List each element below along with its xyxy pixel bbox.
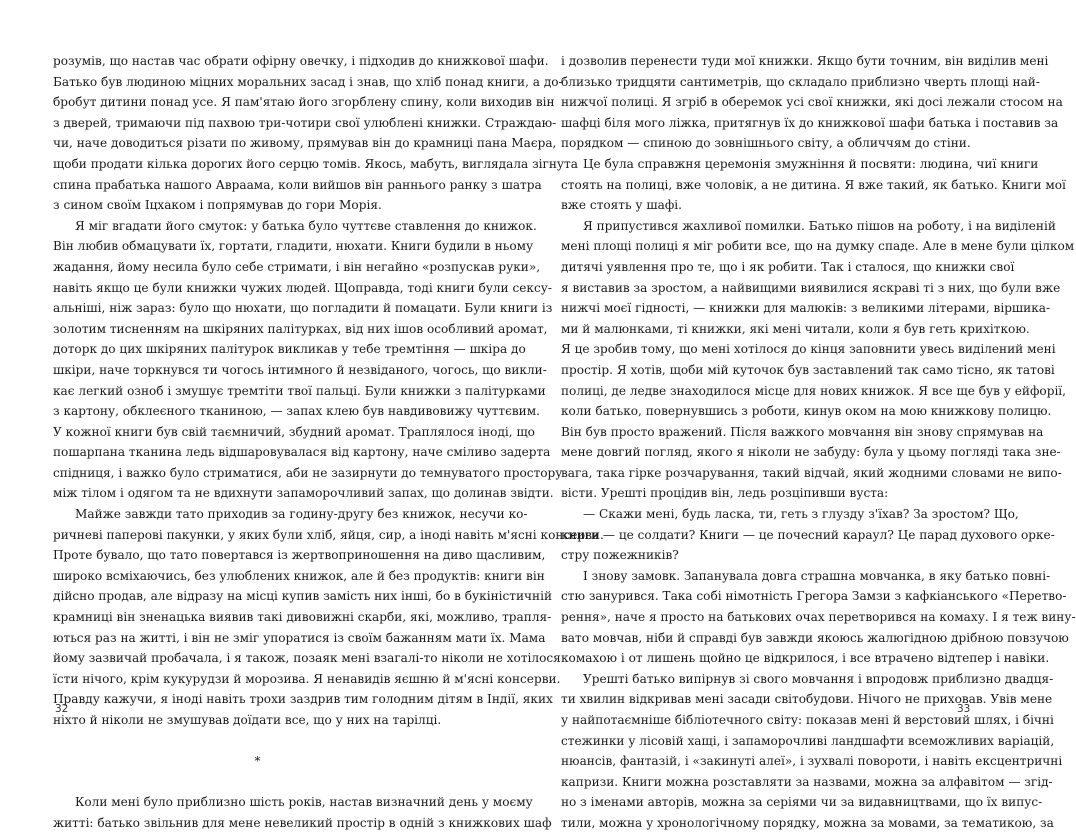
text-line: я виставив за зростом, а найвищими виявилися яскраві ті з них, що були вже — [561, 280, 1061, 295]
text-line: спина прабатька нашого Авраама, коли вийшов він раннього ранку з шатра — [53, 177, 542, 192]
text-line: рення», наче я просто на батькових очах перетворився на комаху. І я теж вину- — [561, 610, 1076, 625]
text-line: книги — це солдати? Книги — це почесний караул? Це парад духового орке- — [561, 527, 1055, 542]
page-number-left: 32 — [55, 703, 69, 715]
text-line: пошарпана тканина ледь відшаровувалася від картону, наче сміливо задерта — [53, 445, 551, 460]
right-page — [561, 51, 1076, 834]
text-line: вато мовчав, ніби й справді був завжди якоюсь жалюгідною дрібною повзучою — [561, 630, 1069, 645]
text-line: Коли мені було приблизно шість років, настав визначний день у моєму — [75, 795, 533, 810]
text-line: полиці, де ледве знаходилося місце для нових книжок. Я все ще був у ейфорії, — [561, 383, 1067, 398]
text-line: мені площі полиці я міг робити все, що на думку спаде. Але в мене були цілком — [561, 239, 1075, 254]
text-line: з сином своїм Іцхаком і попрямував до гори Морія. — [53, 198, 382, 213]
text-line: їсти нічого, крім кукурудзи й морозива. Я ненавидів яєшню й м'ясні консерви. — [53, 671, 561, 686]
text-line: вага, така гірке розчарування, такий відчай, який жодними словами не випо- — [561, 465, 1062, 480]
text-line: альніші, ніж зараз: було що нюхати, що погладити й помацати. Були книги із — [53, 301, 553, 316]
text-line: між тілом і одягом та не вдихнути запаморочливий запах, що долинав звідти. — [53, 486, 554, 501]
text-line: Я припустився жахливої помилки. Батько пішов на роботу, і на виділеній — [583, 218, 1056, 233]
text-line: стю занурився. Така собі німотність Грегора Замзи з кафкіанського «Перетво- — [561, 589, 1067, 604]
text-line: і дозволив перенести туди мої книжки. Якщо бути точним, він виділив мені — [561, 54, 1049, 68]
text-line: доторк до цих шкіряних палітурок викликав у тебе тремтіння — шкіра до — [53, 342, 526, 357]
text-line: Я міг вгадати його смуток: у батька було чуттєве ставлення до книжок. — [75, 218, 537, 233]
text-line: нижчої полиці. Я згріб в оберемок усі свої книжки, які досі лежали стосом на — [561, 95, 1063, 110]
text-line: стежинки у лісовій хащі, і запаморочливі ландшафти всеможливих варіацій, — [561, 733, 1055, 748]
text-line: розумів, що настав час обрати офірну овечку, і підходив до книжкової шафи. — [53, 54, 549, 68]
text-line: порядком — спиною до зовнішнього світу, а обличчям до стіни. — [561, 136, 971, 151]
text-line: нюансів, фантазій, і «закинуті алеї», і зухвалі повороти, і навіть ексцентричні — [561, 754, 1063, 769]
text-line: шкіри, наче торкнувся ти чогось інтимного й незвіданого, чогось, що викли- — [53, 362, 547, 377]
text-line: комахою і от лишень щойно це відкрилося, і все втрачено відтепер і навіки. — [561, 651, 1050, 666]
text-line: но з іменами авторів, можна за серіями чи за видавництвами, що їх випус- — [561, 795, 1043, 810]
text-line: у найпотаємніше бібліотечного світу: показав мені й верстовий шлях, і бічні — [561, 713, 1054, 727]
text-line: Він любив обмацувати їх, гортати, гладити, нюхати. Книги будили в ньому — [53, 239, 534, 254]
text-line: Він був просто вражений. Після важкого мовчання він знову спрямував на — [561, 424, 1044, 439]
text-line: житті: батько звільнив для мене невеликий простір в одній з книжкових шаф — [53, 815, 552, 830]
text-line: мене довгий погляд, якого я ніколи не забуду: була у цьому погляді така зне- — [561, 445, 1061, 460]
text-line: чи, наче доводиться різати по живому, прямував він до крамниці пана Маєра, — [53, 136, 557, 151]
text-line: шафці біля мого ліжка, притягнув їх до книжкової шафи батька і поставив за — [561, 115, 1059, 130]
left-page — [53, 51, 604, 834]
text-line: вже стоять у шафі. — [561, 198, 683, 213]
page-number-right: 33 — [957, 703, 971, 715]
text-line: Проте бувало, що тато повертався із жертвоприношення на диво щасливим, — [53, 548, 546, 563]
text-line: кає легкий озноб і змушує тремтіти твої пальці. Були книжки з палітурками — [53, 383, 546, 398]
text-line: крамниці він зненацька виявив такі дивовижні скарби, які, можливо, трапля- — [53, 610, 552, 625]
text-line: Урешті батько випірнув зі свого мовчання і впродовж приблизно двадця- — [583, 671, 1054, 686]
text-line: бробут дитини понад усе. Я пам'ятаю його згорблену спину, коли виходив він — [53, 95, 555, 110]
text-line: тили, можна у хронологічному порядку, можна за мовами, за тематикою, за — [561, 815, 1054, 830]
text-line — [53, 772, 462, 793]
text-line: — Скажи мені, будь ласка, ти, геть з глузду з'їхав? За зростом? Що, — [583, 507, 1019, 522]
text-line: йому зазвичай пробачала, і я також, позаяк мені взагалі-то ніколи не хотілося — [53, 651, 561, 666]
text-line — [53, 731, 462, 752]
text-line: Правду кажучи, я іноді навіть трохи заздрив тим голодним дітям в Індії, яких — [53, 692, 553, 707]
text-line: коли батько, повернувшись з роботи, кинув оком на мою книжкову полицю. — [561, 404, 1052, 419]
text-line: І знову замовк. Запанувала довга страшна мовчанка, в яку батько повні- — [583, 568, 1051, 583]
text-line: жадання, йому несила було себе стримати, і він негайно «розпускав руки», — [53, 259, 541, 274]
text-line: з дверей, тримаючи під пахвою три-чотири свої улюблені книжки. Страждаю- — [53, 115, 557, 130]
text-line: Батько був людиною міцних моральних засад і знав, що хліб понад книги, а до- — [53, 74, 563, 89]
text-line: близько тридцяти сантиметрів, що складало приблизно чверть площі най- — [561, 74, 1040, 89]
text-line: дитячі уявлення про те, що і як робити. Так і сталося, що книжки свої — [561, 259, 1015, 274]
text-line: стру пожежників? — [561, 548, 679, 563]
text-line: золотим тисненням на шкіряних палітурках, від них ішов особливий аромат, — [53, 321, 548, 336]
text-line: ми й малюнками, ті книжки, які мені читали, коли я був геть крихіткою. — [561, 321, 1030, 336]
text-line: капризи. Книги можна розставляти за назвами, можна за алфавітом — згід- — [561, 774, 1053, 789]
text-line: ються раз на житті, і він не зміг упоратися із своїм бажанням мати їх. Мама — [53, 630, 546, 645]
text-line: ричневі паперові пакунки, у яких були хліб, яйця, сир, а іноді навіть м'ясні консерви. — [53, 527, 604, 542]
text-line: широко всміхаючись, без улюблених книжок, але й без продуктів: книги він — [53, 568, 545, 583]
text-line: стоять на полиці, вже чоловік, а не дитина. Я вже такий, як батько. Книги мої — [561, 177, 1066, 192]
text-line: простір. Я хотів, щоби мій куточок був заставлений так само тісно, як татові — [561, 362, 1055, 377]
text-line: з картону, обклеєного тканиною, — запах клею був навдивовижу чуттєвим. — [53, 404, 540, 419]
text-line: нижчі моєї гідності, — книжки для малюків: з великими літерами, віршика- — [561, 301, 1051, 316]
text-line: ніхто й ніколи не змушував доїдати все, що у них на тарілці. — [53, 713, 442, 727]
text-line: дійсно продав, але відразу на місці купив замість них інші, бо в букіністичній — [53, 589, 553, 604]
text-line: ти хвилин відкривав мені засади світобудови. Нічого не приховав. Увів мене — [561, 692, 1053, 707]
text-line: Майже завжди тато приходив за годину-другу без книжок, несучи ко- — [75, 507, 528, 522]
text-line: * — [254, 754, 261, 769]
text-line: спідниця, і важко було стриматися, аби не зазирнути до темнуватого простору — [53, 465, 563, 480]
text-line: У кожної книги був свій таємничий, збудний аромат. Траплялося іноді, що — [53, 424, 535, 439]
text-line: щоби продати кілька дорогих його серцю томів. Якось, мабуть, виглядала зігнута — [53, 156, 578, 171]
text-line: навіть якщо це були книжки чужих людей. Щоправда, тоді книги були сексу- — [53, 280, 552, 295]
text-line: вісти. Урешті процідив він, ледь розціпивши вуста: — [561, 486, 889, 501]
text-line: Я це зробив тому, що мені хотілося до кінця заповнити увесь виділений мені — [561, 342, 1056, 357]
text-line: Це була справжня церемонія змужніння й посвяти: людина, чиї книги — [583, 156, 1039, 171]
